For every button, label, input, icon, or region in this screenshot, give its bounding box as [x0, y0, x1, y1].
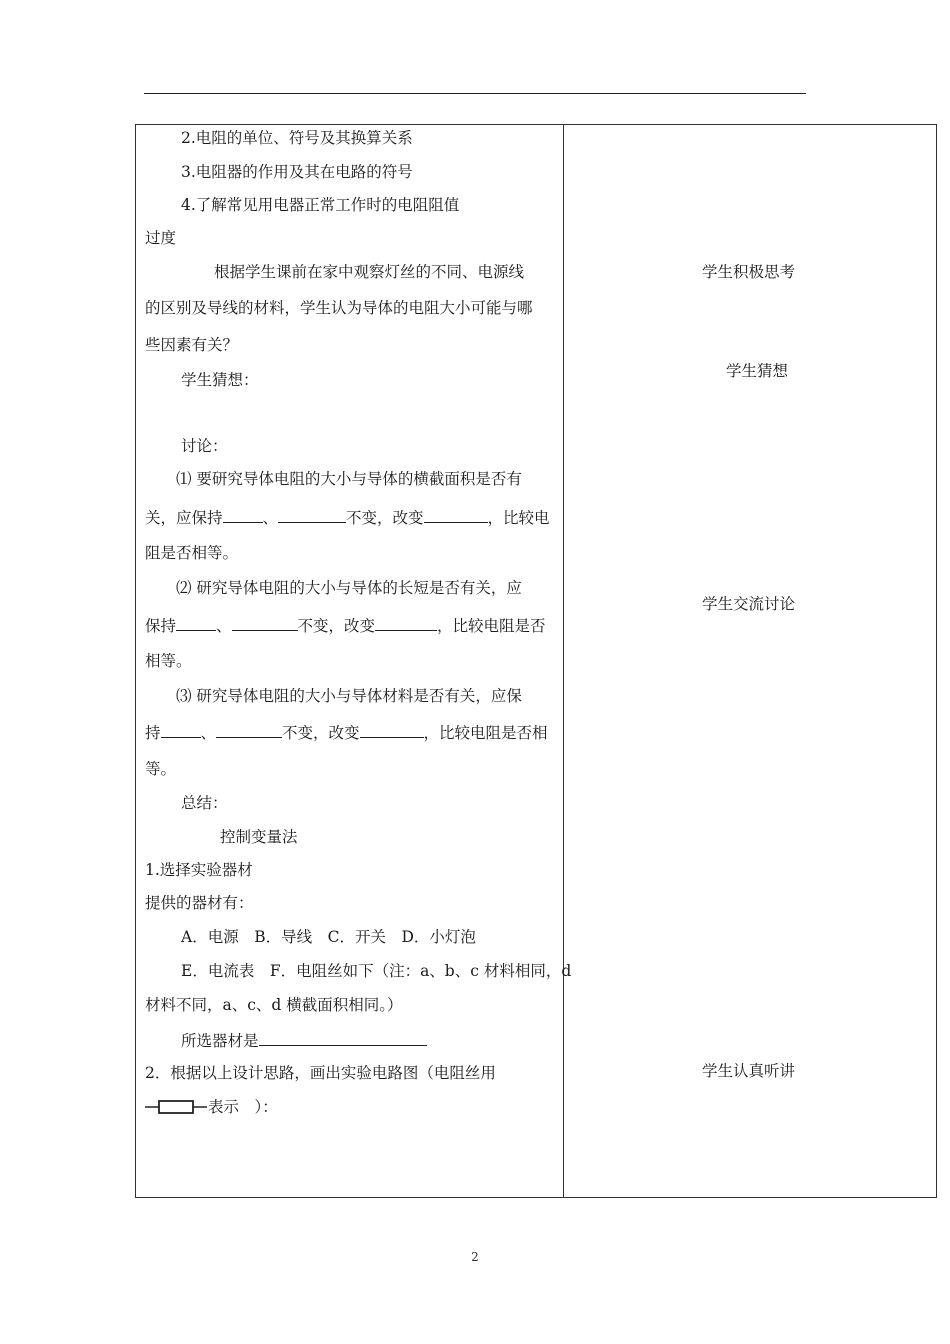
step-2-line-1: 2．根据以上设计思路，画出实验电路图（电阻丝用	[145, 1064, 496, 1082]
fill-blank[interactable]	[223, 507, 263, 523]
discussion-2-line-1: ⑵ 研究导体电阻的大小与导体的长短是否有关，应	[176, 579, 522, 597]
equipment-line-2: E．电流表 F．电阻丝如下（注：a、b、c 材料相同，d	[181, 962, 572, 980]
column-divider	[563, 124, 564, 1198]
summary-label: 总结：	[181, 794, 228, 812]
header-rule	[144, 93, 806, 94]
question-line-3: 些因素有关？	[145, 336, 239, 354]
resistor-symbol-icon	[145, 1098, 207, 1116]
equipment-line-3: 材料不同，a、c、d 横截面积相同。）	[145, 996, 403, 1014]
discussion-1-line-1: ⑴ 要研究导体电阻的大小与导体的横截面积是否有	[176, 470, 522, 488]
transition-label: 过度	[145, 229, 177, 247]
fill-blank[interactable]	[232, 615, 298, 631]
fill-blank[interactable]	[216, 722, 282, 738]
step-1-title: 1.选择实验器材	[145, 861, 253, 879]
student-note-3: 学生交流讨论	[702, 595, 796, 613]
student-note-1: 学生积极思考	[702, 263, 796, 281]
fill-blank[interactable]	[176, 615, 216, 631]
objective-item-2: 2.电阻的单位、符号及其换算关系	[181, 129, 413, 147]
objective-item-4: 4.了解常见用电器正常工作时的电阻阻值	[181, 196, 460, 214]
discussion-label: 讨论：	[181, 437, 228, 455]
discussion-2-line-2: 保持 、 不变，改变 ，比较电阻是否	[145, 617, 546, 635]
discussion-2-line-3: 相等。	[145, 652, 192, 670]
method-label: 控制变量法	[220, 828, 298, 846]
objective-item-3: 3.电阻器的作用及其在电路的符号	[181, 163, 413, 181]
student-note-2: 学生猜想	[726, 362, 789, 380]
discussion-3-line-2: 持 、 不变，改变 ，比较电阻是否相	[145, 724, 548, 742]
student-guess-label: 学生猜想：	[181, 371, 259, 389]
fill-blank[interactable]	[424, 507, 488, 523]
fill-blank[interactable]	[278, 507, 346, 523]
chosen-equipment-blank[interactable]	[259, 1030, 427, 1046]
discussion-1-line-2: 关，应保持 、 不变，改变 ，比较电	[145, 509, 550, 527]
discussion-1-line-3: 阻是否相等。	[145, 544, 239, 562]
page-number: 2	[471, 1250, 479, 1264]
fill-blank[interactable]	[161, 722, 201, 738]
step-2-line-2: 表示 ）：	[208, 1098, 278, 1116]
discussion-3-line-1: ⑶ 研究导体电阻的大小与导体材料是否有关，应保	[176, 687, 522, 705]
fill-blank[interactable]	[375, 615, 437, 631]
equipment-line-1: A．电源 B．导线 C．开关 D．小灯泡	[181, 928, 476, 946]
student-note-4: 学生认真听讲	[702, 1062, 796, 1080]
chosen-equipment-line: 所选器材是	[181, 1030, 427, 1051]
provided-equipment-label: 提供的器材有：	[145, 894, 254, 912]
discussion-3-line-3: 等。	[145, 760, 177, 778]
question-line-2: 的区别及导线的材料，学生认为导体的电阻大小可能与哪	[145, 299, 533, 317]
fill-blank[interactable]	[360, 722, 424, 738]
question-line-1: 根据学生课前在家中观察灯丝的不同、电源线	[214, 263, 525, 281]
